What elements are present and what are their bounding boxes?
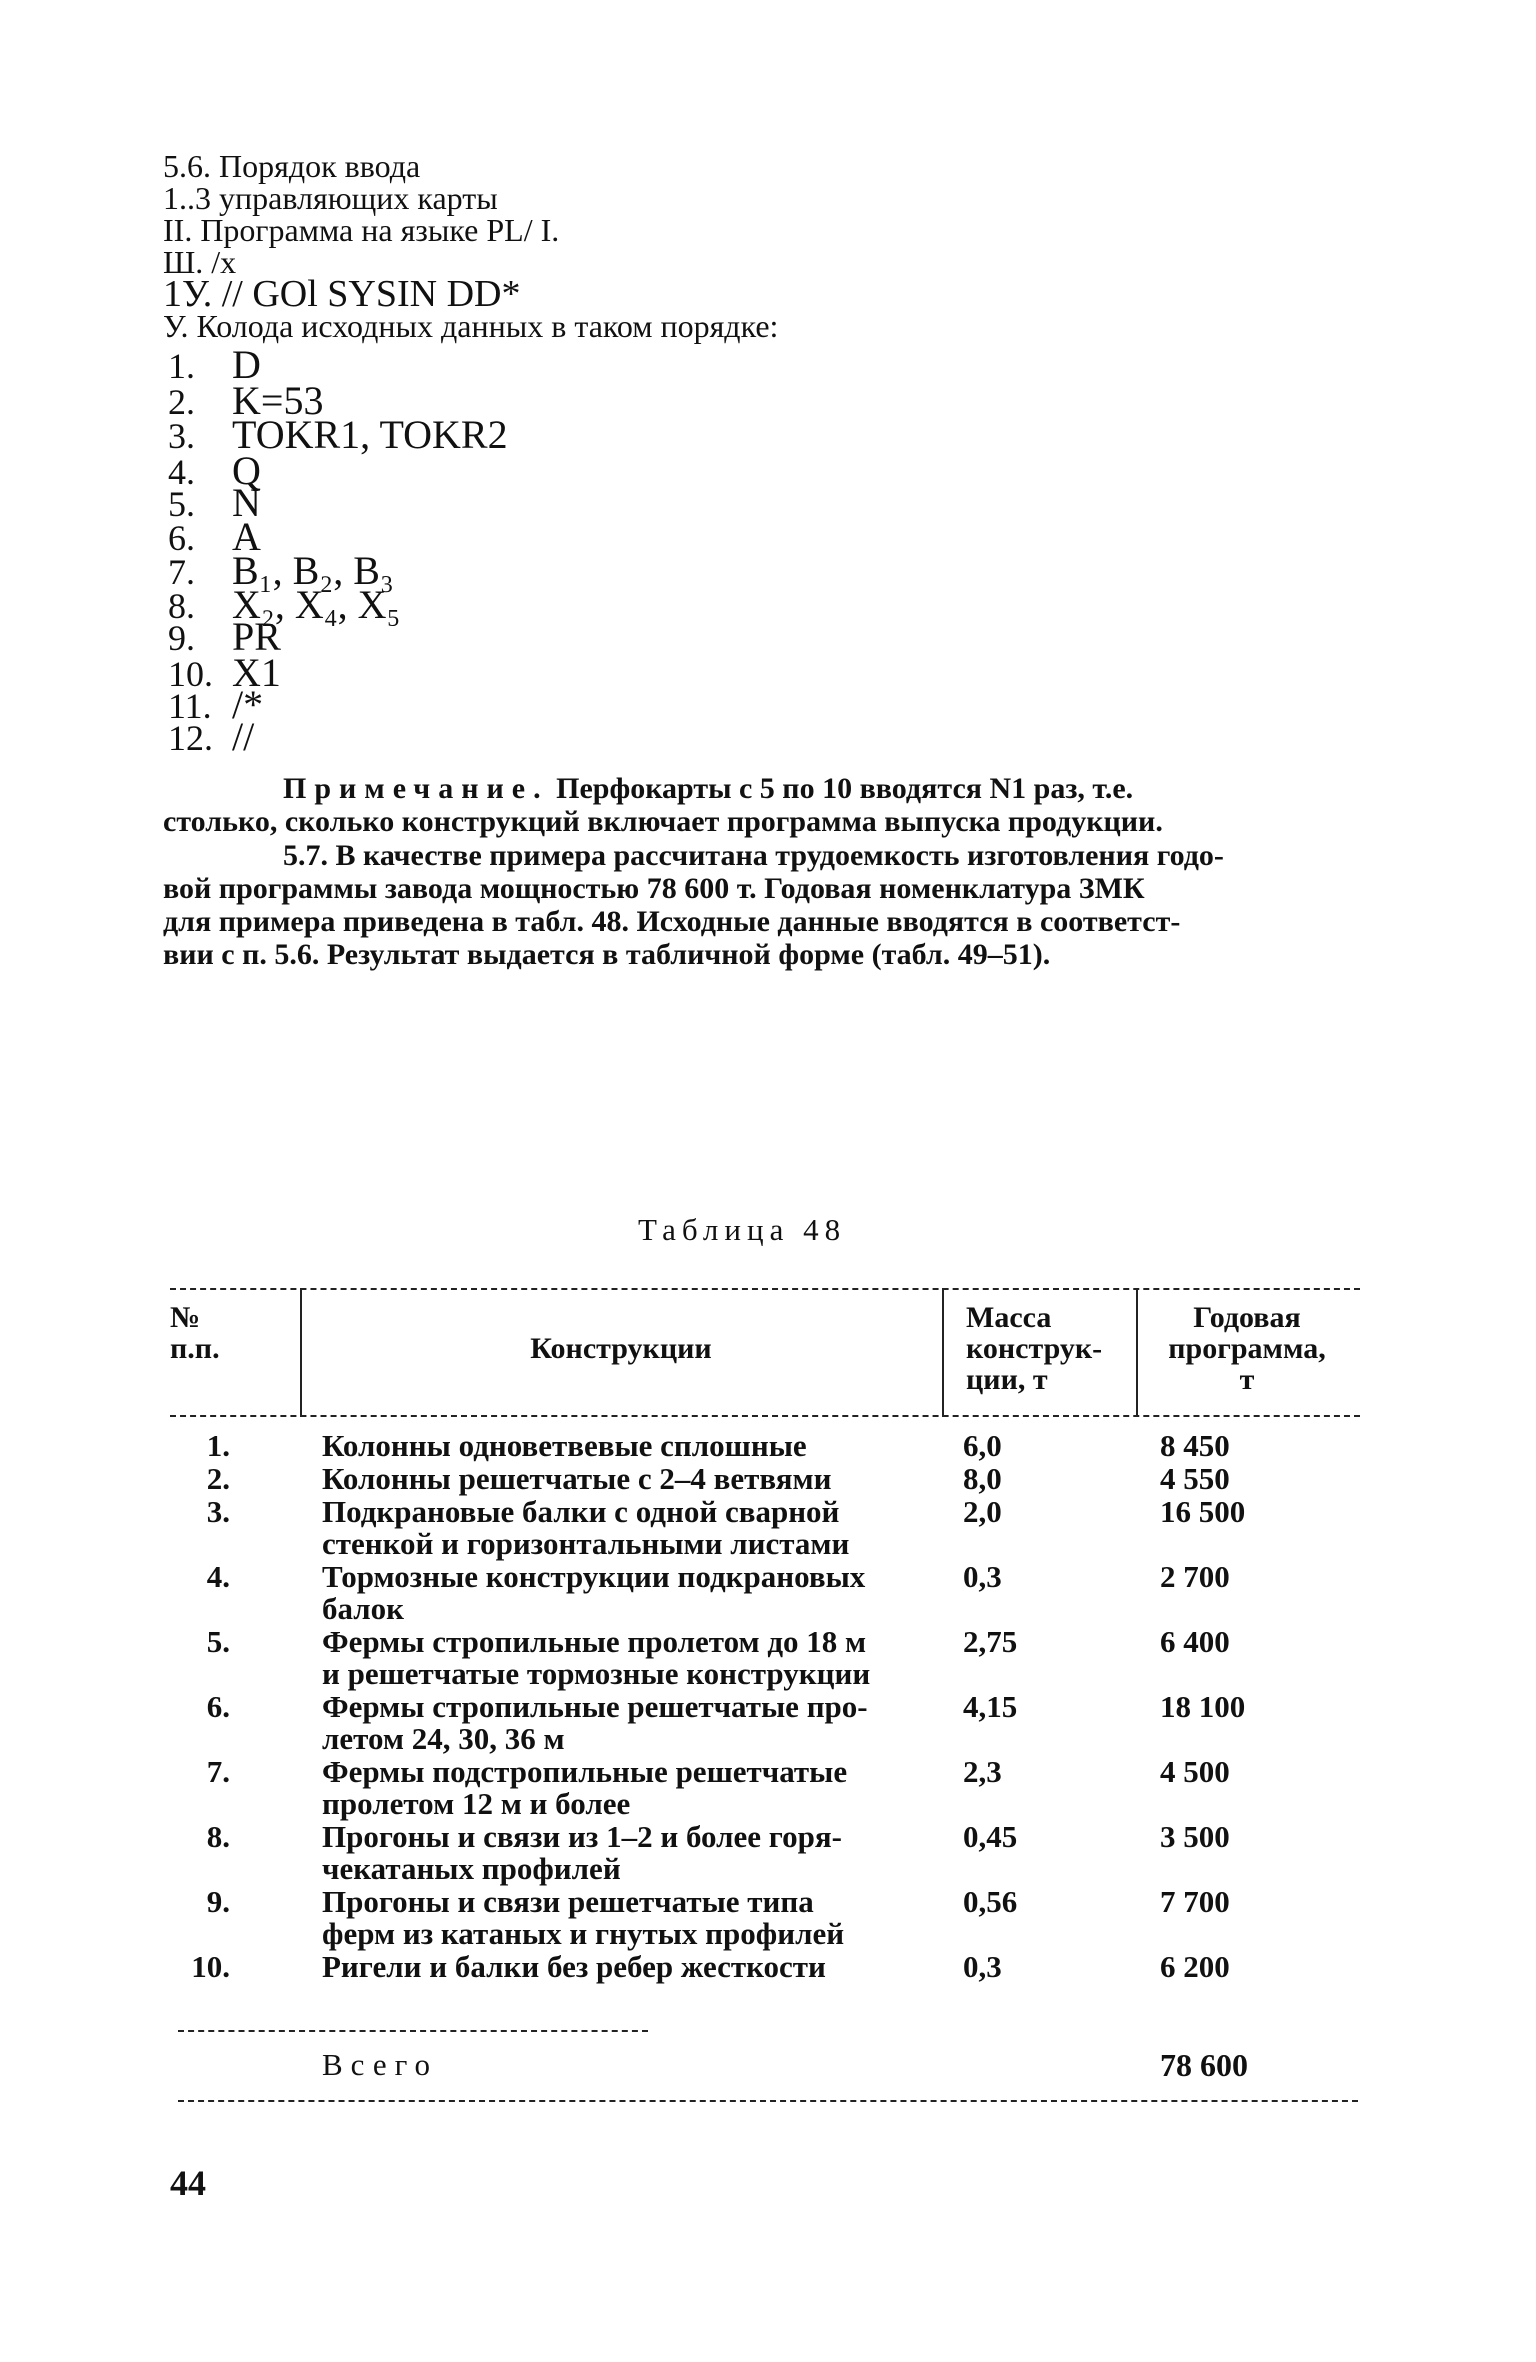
note-text: Перфокарты с 5 по 10 вводятся N1 раз, т.е. — [556, 772, 1134, 805]
step-line: II. Программа на языке PL/ I. — [163, 212, 560, 248]
row-construction-name: стенкой и горизонтальными листами — [322, 1526, 850, 1561]
deck-item-number: 8. — [168, 586, 195, 626]
total-rule — [178, 2030, 648, 2032]
deck-item-value: /* — [232, 682, 264, 727]
deck-item-number: 4. — [168, 452, 195, 492]
deck-item-number: 3. — [168, 416, 195, 456]
deck-item-number: 5. — [168, 484, 195, 524]
header-line: т — [1239, 1363, 1255, 1396]
deck-item-value: // — [232, 714, 255, 759]
row-construction-name: Ригели и балки без ребер жесткости — [322, 1949, 826, 1984]
row-construction-name: летом 24, 30, 36 м — [322, 1721, 565, 1756]
deck-item-value: N — [232, 480, 261, 525]
row-construction-name: Подкрановые балки с одной сварной — [322, 1494, 840, 1529]
row-number: 5. — [206, 1624, 230, 1659]
row-mass: 0,45 — [963, 1819, 1018, 1854]
deck-item-value: PR — [232, 614, 281, 659]
deck-item — [168, 582, 401, 627]
header-line: Масса — [966, 1301, 1052, 1334]
row-number: 3. — [206, 1494, 230, 1529]
header-line: конструк- — [966, 1332, 1103, 1365]
total-label: Всего — [322, 2047, 439, 2082]
row-mass: 0,56 — [963, 1884, 1018, 1919]
row-mass: 0,3 — [963, 1949, 1002, 1984]
row-construction-name: и решетчатые тормозные конструкции — [322, 1656, 871, 1691]
deck-item-value: Q — [232, 448, 261, 493]
row-construction-name: чекатаных профилей — [322, 1851, 621, 1886]
paragraph-line: вой программы завода мощностью 78 600 т. Годовая номенклатура ЗМК — [163, 872, 1145, 905]
row-program: 18 100 — [1160, 1689, 1246, 1724]
total-value: 78 600 — [1160, 2047, 1248, 2083]
table-header-rule — [170, 1415, 1360, 1417]
row-construction-name: ферм из катаных и гнутых профилей — [322, 1916, 845, 1951]
deck-item-number: 12. — [168, 718, 213, 758]
table-bottom-rule — [178, 2100, 1358, 2102]
deck-item-value: X₂, X₄, X₅ — [232, 582, 401, 627]
row-program: 3 500 — [1160, 1819, 1230, 1854]
deck-item-value: K=53 — [232, 378, 324, 423]
row-construction-name: Колонны одноветвевые сплошные — [322, 1428, 807, 1463]
deck-item-number: 6. — [168, 518, 195, 558]
row-construction-name: Тормозные конструкции подкрановых — [322, 1559, 866, 1594]
row-mass: 2,75 — [963, 1624, 1018, 1659]
section-heading: 5.6. Порядок ввода — [163, 148, 421, 184]
step-line: 1..3 управляющих карты — [163, 180, 498, 216]
row-program: 16 500 — [1160, 1494, 1246, 1529]
note-paragraph — [163, 772, 1376, 838]
paragraph-line: 5.7. В качестве примера рассчитана трудоемкость изготовления годо- — [283, 839, 1224, 872]
row-construction-name: Колонны решетчатые с 2–4 ветвями — [322, 1461, 832, 1496]
header-line: № — [170, 1301, 201, 1334]
row-number: 4. — [206, 1559, 230, 1594]
deck-item — [168, 714, 255, 759]
deck-item-number: 10. — [168, 654, 213, 694]
row-construction-name: балок — [322, 1591, 405, 1626]
row-number: 7. — [206, 1754, 230, 1789]
paragraph-line: для примера приведена в табл. 48. Исходные данные вводятся в соответст- — [163, 905, 1181, 938]
row-number: 1. — [206, 1428, 230, 1463]
deck-item-number: 11. — [168, 686, 212, 726]
row-mass: 2,3 — [963, 1754, 1002, 1789]
deck-item-number: 1. — [168, 346, 195, 386]
row-mass: 6,0 — [963, 1428, 1002, 1463]
input-order-steps — [163, 150, 778, 342]
row-construction-name: Фермы стропильные решетчатые про- — [322, 1689, 868, 1724]
deck-item-value: TOKR1, TOKR2 — [232, 412, 508, 457]
header-num — [170, 1302, 230, 1364]
row-mass: 8,0 — [963, 1461, 1002, 1496]
deck-item-value: D — [232, 342, 261, 387]
note-label: Примечание. — [283, 772, 549, 805]
column-divider — [1136, 1288, 1138, 1417]
row-number: 10. — [191, 1949, 230, 1984]
row-number: 2. — [206, 1461, 230, 1496]
row-construction-name: Прогоны и связи решетчатые типа — [322, 1884, 814, 1919]
row-program: 6 200 — [1160, 1949, 1230, 1984]
table-top-rule — [170, 1288, 1360, 1290]
header-line: п.п. — [170, 1332, 220, 1365]
table-caption: Таблица 48 — [638, 1212, 847, 1247]
note-text: столько, сколько конструкций включает программа выпуска продукции. — [163, 805, 1163, 838]
row-number: 9. — [206, 1884, 230, 1919]
row-mass: 2,0 — [963, 1494, 1002, 1529]
paragraph-5-7 — [163, 839, 1376, 971]
header-line: ции, т — [966, 1363, 1048, 1396]
row-mass: 0,3 — [963, 1559, 1002, 1594]
row-program: 4 550 — [1160, 1461, 1230, 1496]
page-number: 44 — [170, 2163, 206, 2203]
row-program: 7 700 — [1160, 1884, 1230, 1919]
row-construction-name: Прогоны и связи из 1–2 и более горя- — [322, 1819, 842, 1854]
row-construction-name: Фермы стропильные пролетом до 18 м — [322, 1624, 867, 1659]
deck-item-value: B₁, B₂, B₃ — [232, 548, 394, 593]
deck-item — [168, 412, 508, 457]
deck-item-value: X1 — [232, 650, 281, 695]
deck-item-value: A — [232, 514, 261, 559]
row-number: 6. — [206, 1689, 230, 1724]
row-program: 6 400 — [1160, 1624, 1230, 1659]
deck-item-number: 7. — [168, 552, 195, 592]
step-line: У. Колода исходных данных в таком порядке: — [163, 308, 779, 344]
step-line: Ш. /x — [163, 244, 237, 280]
header-line: программа, — [1168, 1332, 1326, 1365]
row-mass: 4,15 — [963, 1689, 1018, 1724]
deck-item-number: 2. — [168, 382, 195, 422]
paragraph-line: вии с п. 5.6. Результат выдается в табличной форме (табл. 49–51). — [163, 938, 1051, 971]
header-program — [1142, 1302, 1352, 1395]
header-name: Конструкции — [530, 1332, 712, 1365]
header-mass — [946, 1302, 1136, 1395]
row-construction-name: пролетом 12 м и более — [322, 1786, 631, 1821]
row-program: 4 500 — [1160, 1754, 1230, 1789]
deck-item-number: 9. — [168, 618, 195, 658]
row-construction-name: Фермы подстропильные решетчатые — [322, 1754, 848, 1789]
header-line: Годовая — [1193, 1301, 1301, 1334]
row-program: 8 450 — [1160, 1428, 1230, 1463]
row-program: 2 700 — [1160, 1559, 1230, 1594]
step-line: 1У. // GOl SYSIN DD* — [163, 273, 521, 315]
row-number: 8. — [206, 1819, 230, 1854]
column-divider — [942, 1288, 944, 1417]
